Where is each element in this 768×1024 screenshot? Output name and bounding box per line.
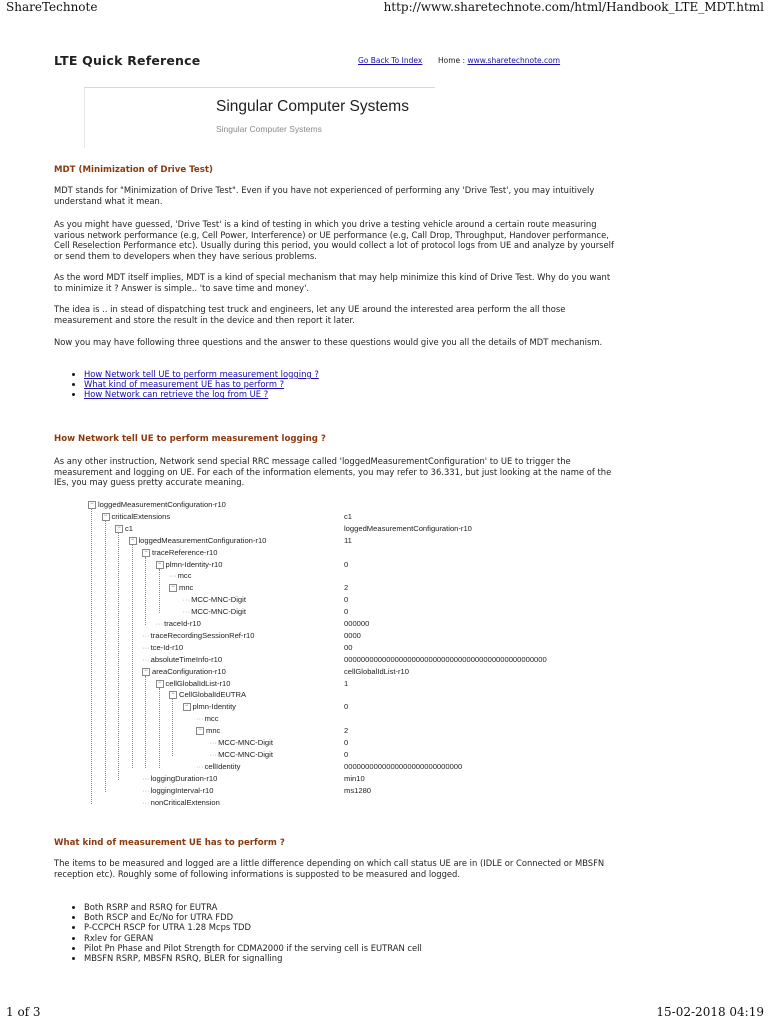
tree-node-label: absoluteTimeInfo-r10 bbox=[150, 654, 223, 664]
paragraph-text: The idea is .. in stead of dispatching test truck and engineers, let any UE around the interested area perform the all those measurement and store the result in the device and then report it later. bbox=[54, 304, 566, 325]
tree-node-value: 0 bbox=[344, 559, 349, 569]
tree-node-value: 0 bbox=[344, 607, 349, 617]
collapse-toggle-icon[interactable]: − bbox=[142, 549, 150, 557]
tree-guide-line bbox=[105, 521, 106, 792]
tree-node-label: loggingInterval-r10 bbox=[150, 785, 214, 795]
tree-node-label: traceRecordingSessionRef-r10 bbox=[150, 630, 255, 640]
page-footer-timestamp: 15-02-2018 04:19 bbox=[656, 1005, 764, 1019]
tree-guide-line bbox=[118, 533, 119, 780]
link-retrieve-log[interactable]: How Network can retrieve the log from UE ? bbox=[84, 389, 269, 400]
tree-connector-icon: ··· bbox=[142, 630, 150, 640]
tree-node-value: 2 bbox=[344, 583, 349, 593]
tree-node-value: 0 bbox=[344, 702, 349, 712]
list-item: • Rxlev for GERAN bbox=[84, 933, 422, 943]
tree-node-label: nonCriticalExtension bbox=[150, 797, 220, 807]
collapse-toggle-icon[interactable]: − bbox=[115, 525, 123, 533]
tree-node-value: cellGlobalIdList-r10 bbox=[344, 666, 409, 676]
tree-node-label: MCC-MNC-Digit bbox=[191, 595, 246, 605]
tree-node[interactable] bbox=[156, 560, 223, 572]
tree-node-label: loggedMeasurementConfiguration-r10 bbox=[98, 500, 226, 509]
tree-guide-line bbox=[145, 676, 146, 768]
section-heading-mdt: MDT (Minimization of Drive Test) bbox=[54, 165, 213, 175]
tree-node-label: cellIdentity bbox=[204, 761, 241, 771]
tree-node-label: loggedMeasurementConfiguration-r10 bbox=[138, 535, 267, 545]
section-heading-what-measure: What kind of measurement UE has to perform ? bbox=[54, 838, 285, 848]
list-item bbox=[84, 389, 319, 399]
tree-connector-icon: ··· bbox=[155, 619, 164, 628]
tree-node-label: traceReference-r10 bbox=[152, 547, 218, 557]
home-link[interactable]: www.sharetechnote.com bbox=[467, 56, 561, 65]
paragraph bbox=[54, 185, 614, 206]
tree-node[interactable] bbox=[142, 643, 183, 655]
paragraph bbox=[54, 219, 614, 261]
paragraph bbox=[54, 304, 614, 325]
list-item: • MBSFN RSRP, MBSFN RSRQ, BLER for signalling bbox=[84, 953, 422, 963]
list-item bbox=[84, 369, 319, 379]
tree-node[interactable] bbox=[156, 619, 201, 631]
tree-node[interactable] bbox=[169, 690, 246, 702]
collapse-toggle-icon[interactable]: − bbox=[129, 537, 137, 545]
tree-node-value: 00 bbox=[344, 642, 353, 652]
tree-connector-icon: ··· bbox=[182, 595, 191, 605]
paragraph-text: As you might have guessed, 'Drive Test' is a kind of testing in which you drive a testing vehicle around a certain route measuring various network performance (e.g, Cell Power, Interference) or UE performance (e.g, Call Drop, Throughput, Handover performance, Cell Reselection Performance etc). Usually during this period, you would collect a lot of protocol logs from UE and analyze by yourself or send them to developers when they have serious problems. bbox=[54, 219, 614, 261]
tree-guide-line bbox=[145, 557, 146, 625]
tree-node-label: c1 bbox=[125, 523, 134, 533]
tree-node-label: MCC-MNC-Digit bbox=[218, 738, 273, 747]
list-item: • Pilot Pn Phase and Pilot Strength for CDMA2000 if the serving cell is EUTRAN cell bbox=[84, 943, 422, 953]
tree-connector-icon: ··· bbox=[142, 785, 150, 795]
tree-node[interactable] bbox=[142, 548, 217, 560]
collapse-toggle-icon[interactable]: − bbox=[102, 513, 110, 521]
tree-node-label: mnc bbox=[206, 726, 221, 736]
tree-node-value: 0 bbox=[344, 749, 349, 759]
tree-connector-icon: ··· bbox=[142, 773, 150, 783]
collapse-toggle-icon[interactable]: − bbox=[183, 703, 191, 711]
tree-node[interactable] bbox=[156, 679, 231, 691]
tree-connector-icon: ··· bbox=[142, 654, 150, 664]
tree-node-label: MCC-MNC-Digit bbox=[218, 749, 273, 759]
tree-node[interactable] bbox=[210, 750, 273, 762]
collapse-toggle-icon[interactable]: − bbox=[156, 561, 164, 569]
page-title: LTE Quick Reference bbox=[54, 53, 201, 68]
measurement-bullet-list bbox=[70, 902, 422, 963]
tree-node-value: 2 bbox=[344, 726, 349, 736]
tree-node[interactable] bbox=[183, 595, 246, 607]
tree-connector-icon: ··· bbox=[209, 749, 218, 759]
tree-node-label: mcc bbox=[177, 571, 192, 581]
tree-node[interactable] bbox=[196, 762, 240, 774]
paragraph bbox=[54, 456, 614, 488]
collapse-toggle-icon[interactable]: − bbox=[156, 680, 164, 688]
tree-node-label: tce-Id-r10 bbox=[150, 642, 184, 652]
tree-node-value: 11 bbox=[344, 535, 352, 545]
question-links-list bbox=[70, 369, 319, 400]
home-label: Home : bbox=[438, 56, 468, 65]
tree-node[interactable] bbox=[102, 512, 171, 524]
page-header-url: http://www.sharetechnote.com/html/Handbook_LTE_MDT.html bbox=[383, 0, 764, 14]
paragraph-text: As the word MDT itself implies, MDT is a kind of special mechanism that may help minimize this kind of Drive Test. Why do you want to minimize it ? Answer is simple.. 'to save time and money'. bbox=[54, 272, 611, 293]
link-network-tell-ue[interactable]: How Network tell UE to perform measurement logging ? bbox=[84, 369, 319, 379]
tree-node[interactable] bbox=[142, 631, 254, 643]
tree-node[interactable] bbox=[169, 583, 193, 595]
list-item: • P-CCPCH RSCP for UTRA 1.28 Mcps TDD bbox=[84, 922, 422, 932]
tree-node-label: CellGlobalIdEUTRA bbox=[179, 690, 247, 700]
tree-connector-icon: ··· bbox=[196, 761, 204, 771]
tree-connector-icon: ··· bbox=[182, 607, 191, 617]
paragraph-text: MDT stands for "Minimization of Drive Test". Even if you have not experienced of performing any 'Drive Test', you may intuitively understand what it mean. bbox=[54, 185, 595, 206]
page-header-site: ShareTechnote bbox=[6, 0, 98, 14]
collapse-toggle-icon[interactable]: − bbox=[169, 691, 177, 699]
paragraph-text: As any other instruction, Network send special RRC message called 'loggedMeasurementConfiguration' to UE to trigger the measurement and logging on UE. For each of the information elements, you may refer to 36.331, but just looking at the name of the IEs, you may guess pretty accurate meaning. bbox=[54, 456, 612, 488]
tree-connector-icon: ··· bbox=[196, 714, 204, 724]
tree-connector-icon: ··· bbox=[142, 642, 150, 652]
tree-node-label: cellGlobalIdList-r10 bbox=[165, 678, 231, 688]
list-item bbox=[84, 379, 319, 389]
tree-node-label: loggingDuration-r10 bbox=[150, 773, 218, 783]
home-nav bbox=[438, 56, 560, 65]
paragraph-text: Now you may have following three questions and the answer to these questions would give you all the details of MDT mechanism. bbox=[54, 337, 603, 347]
tree-node-value: 000000 bbox=[344, 619, 370, 628]
tree-connector-icon: ··· bbox=[142, 797, 150, 807]
list-item: • Both RSRP and RSRQ for EUTRA bbox=[84, 902, 422, 912]
collapse-toggle-icon[interactable]: − bbox=[88, 501, 96, 509]
tree-node-label: plmn-Identity-r10 bbox=[165, 559, 223, 569]
go-back-link[interactable]: Go Back To Index bbox=[358, 56, 423, 65]
tree-node-label: mcc bbox=[204, 714, 219, 724]
collapse-toggle-icon[interactable]: − bbox=[142, 668, 150, 676]
tree-node-value: c1 bbox=[344, 511, 353, 521]
ad-subtitle: Singular Computer Systems bbox=[216, 124, 322, 134]
tree-node-label: mnc bbox=[179, 583, 194, 593]
tree-node-value: min10 bbox=[344, 773, 365, 783]
tree-node-value: 000000000000000000000000000000000000000000000000 bbox=[344, 654, 547, 664]
paragraph bbox=[54, 337, 614, 348]
tree-node[interactable] bbox=[142, 667, 226, 679]
tree-node[interactable] bbox=[183, 607, 246, 619]
tree-node-label: traceId-r10 bbox=[164, 619, 201, 628]
tree-node-label: criticalExtensions bbox=[111, 511, 171, 521]
tree-node-value: 0000 bbox=[344, 630, 361, 640]
list-item: • Both RSCP and Ec/No for UTRA FDD bbox=[84, 912, 422, 922]
tree-node-value: 1 bbox=[344, 678, 349, 688]
tree-guide-line bbox=[159, 688, 160, 768]
tree-node-value: 0 bbox=[344, 738, 349, 747]
tree-guide-line bbox=[91, 509, 92, 804]
collapse-toggle-icon[interactable]: − bbox=[196, 727, 204, 735]
tree-node-value: 0000000000000000000000000000 bbox=[344, 761, 463, 771]
tree-node[interactable] bbox=[196, 714, 219, 726]
link-what-measurement[interactable]: What kind of measurement UE has to perform ? bbox=[84, 379, 285, 390]
tree-node[interactable] bbox=[142, 786, 214, 798]
page-footer-pages: 1 of 3 bbox=[6, 1005, 41, 1019]
tree-node[interactable] bbox=[88, 500, 226, 512]
tree-node[interactable] bbox=[129, 536, 267, 548]
collapse-toggle-icon[interactable]: − bbox=[169, 584, 177, 592]
tree-node[interactable] bbox=[169, 571, 192, 583]
paragraph-text: The items to be measured and logged are a little difference depending on which call status UE are in (IDLE or Connected or MBSFN reception etc). Roughly some of following informations is supposted to be measured and logged. bbox=[54, 858, 605, 879]
tree-node-label: plmn-Identity bbox=[192, 702, 236, 712]
section-heading-network-tell: How Network tell UE to perform measurement logging ? bbox=[54, 434, 326, 444]
tree-node[interactable] bbox=[183, 702, 236, 714]
tree-node-label: MCC-MNC-Digit bbox=[191, 607, 246, 617]
tree-node[interactable] bbox=[142, 774, 217, 786]
ad-banner[interactable] bbox=[84, 87, 435, 148]
tree-node[interactable] bbox=[142, 798, 220, 810]
tree-connector-icon: ··· bbox=[209, 738, 218, 747]
paragraph bbox=[54, 858, 614, 879]
tree-guide-line bbox=[159, 569, 160, 614]
paragraph bbox=[54, 272, 614, 293]
tree-node-label: areaConfiguration-r10 bbox=[152, 666, 226, 676]
tree-node[interactable] bbox=[210, 738, 273, 750]
tree-connector-icon: ··· bbox=[169, 571, 177, 581]
tree-node-value: loggedMeasurementConfiguration-r10 bbox=[344, 523, 472, 533]
tree-node-value: ms1280 bbox=[344, 785, 372, 795]
tree-node-value: 0 bbox=[344, 595, 349, 605]
tree-guide-line bbox=[172, 699, 173, 756]
rrc-message-tree bbox=[88, 500, 608, 820]
ad-title[interactable]: Singular Computer Systems bbox=[216, 98, 409, 115]
tree-node[interactable] bbox=[196, 726, 220, 738]
tree-guide-line bbox=[132, 545, 133, 768]
tree-node[interactable] bbox=[142, 655, 222, 667]
